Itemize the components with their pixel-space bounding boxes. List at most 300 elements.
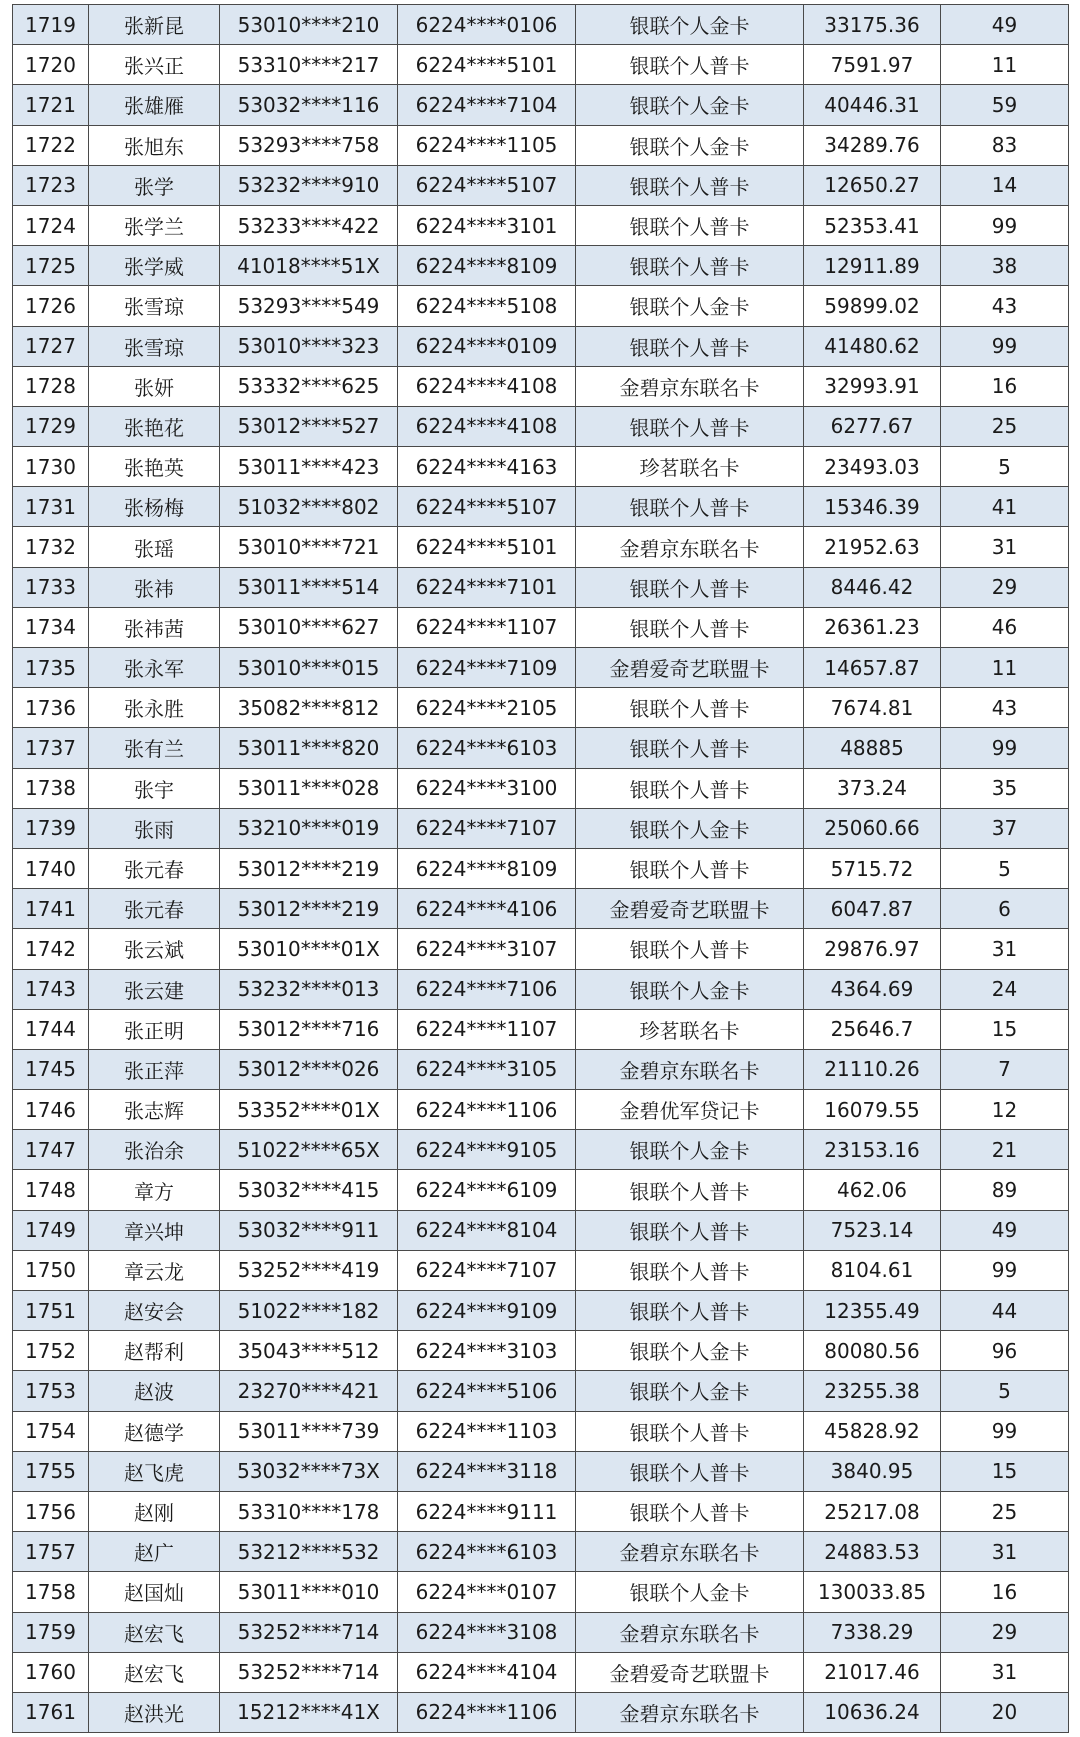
cell-card-type: 银联个人金卡 [576, 1130, 804, 1170]
cell-serial-number: 1748 [13, 1170, 89, 1210]
cell-serial-number: 1720 [13, 45, 89, 85]
table-row [13, 889, 1069, 929]
cell-card-number: 6224****4106 [398, 889, 576, 929]
cell-id-number: 53352****01X [220, 1090, 398, 1130]
cell-id-number: 53010****721 [220, 527, 398, 567]
table-row [13, 969, 1069, 1009]
cell-card-number: 6224****0109 [398, 326, 576, 366]
cell-card-number: 6224****8109 [398, 246, 576, 286]
cell-serial-number: 1752 [13, 1331, 89, 1371]
cell-amount: 24883.53 [804, 1532, 941, 1572]
cell-holder-name: 张永胜 [89, 688, 220, 728]
cell-id-number: 53010****015 [220, 648, 398, 688]
cell-count: 20 [941, 1692, 1069, 1732]
cell-card-number: 6224****4163 [398, 447, 576, 487]
cell-holder-name: 张志辉 [89, 1090, 220, 1130]
cell-serial-number: 1750 [13, 1250, 89, 1290]
cell-card-type: 金碧爱奇艺联盟卡 [576, 1652, 804, 1692]
cell-amount: 21110.26 [804, 1049, 941, 1089]
card-holder-table [12, 4, 1069, 1733]
table-row [13, 728, 1069, 768]
cell-holder-name: 章兴坤 [89, 1210, 220, 1250]
cell-id-number: 53252****419 [220, 1250, 398, 1290]
cell-amount: 52353.41 [804, 205, 941, 245]
cell-card-type: 银联个人金卡 [576, 125, 804, 165]
cell-id-number: 53011****423 [220, 447, 398, 487]
cell-card-number: 6224****6103 [398, 728, 576, 768]
cell-card-type: 银联个人普卡 [576, 929, 804, 969]
cell-card-number: 6224****4108 [398, 366, 576, 406]
cell-serial-number: 1756 [13, 1491, 89, 1531]
cell-serial-number: 1729 [13, 406, 89, 446]
cell-amount: 7591.97 [804, 45, 941, 85]
cell-card-type: 银联个人普卡 [576, 1451, 804, 1491]
cell-amount: 21017.46 [804, 1652, 941, 1692]
cell-card-number: 6224****5101 [398, 527, 576, 567]
table-row [13, 1692, 1069, 1732]
cell-serial-number: 1760 [13, 1652, 89, 1692]
table-row [13, 1451, 1069, 1491]
cell-card-type: 银联个人普卡 [576, 768, 804, 808]
cell-amount: 7674.81 [804, 688, 941, 728]
cell-card-number: 6224****3107 [398, 929, 576, 969]
cell-card-type: 银联个人普卡 [576, 165, 804, 205]
cell-serial-number: 1757 [13, 1532, 89, 1572]
cell-holder-name: 张祎茜 [89, 607, 220, 647]
cell-amount: 25646.7 [804, 1009, 941, 1049]
cell-holder-name: 张正萍 [89, 1049, 220, 1089]
cell-id-number: 35043****512 [220, 1331, 398, 1371]
table-row [13, 1049, 1069, 1089]
cell-card-number: 6224****8109 [398, 848, 576, 888]
cell-count: 49 [941, 5, 1069, 45]
cell-id-number: 53011****028 [220, 768, 398, 808]
cell-card-number: 6224****7106 [398, 969, 576, 1009]
cell-holder-name: 张艳花 [89, 406, 220, 446]
cell-card-type: 银联个人金卡 [576, 808, 804, 848]
cell-card-type: 银联个人普卡 [576, 1411, 804, 1451]
cell-holder-name: 张旭东 [89, 125, 220, 165]
cell-id-number: 53010****627 [220, 607, 398, 647]
cell-card-number: 6224****3100 [398, 768, 576, 808]
cell-card-type: 银联个人普卡 [576, 1170, 804, 1210]
cell-count: 41 [941, 487, 1069, 527]
cell-id-number: 51022****182 [220, 1291, 398, 1331]
cell-serial-number: 1726 [13, 286, 89, 326]
cell-serial-number: 1731 [13, 487, 89, 527]
table-row [13, 286, 1069, 326]
cell-holder-name: 张雪琼 [89, 286, 220, 326]
cell-card-type: 银联个人普卡 [576, 326, 804, 366]
cell-holder-name: 张祎 [89, 567, 220, 607]
cell-amount: 6277.67 [804, 406, 941, 446]
cell-card-type: 珍茗联名卡 [576, 1009, 804, 1049]
cell-id-number: 53310****217 [220, 45, 398, 85]
cell-amount: 80080.56 [804, 1331, 941, 1371]
cell-count: 49 [941, 1210, 1069, 1250]
cell-holder-name: 张云斌 [89, 929, 220, 969]
table-row [13, 527, 1069, 567]
cell-card-type: 金碧优军贷记卡 [576, 1090, 804, 1130]
cell-id-number: 53010****210 [220, 5, 398, 45]
card-holder-table-container [12, 4, 1068, 1733]
cell-id-number: 53310****178 [220, 1491, 398, 1531]
cell-holder-name: 赵国灿 [89, 1572, 220, 1612]
cell-amount: 45828.92 [804, 1411, 941, 1451]
cell-card-number: 6224****7107 [398, 808, 576, 848]
cell-card-type: 银联个人金卡 [576, 1331, 804, 1371]
cell-serial-number: 1759 [13, 1612, 89, 1652]
table-row [13, 768, 1069, 808]
cell-card-number: 6224****5108 [398, 286, 576, 326]
cell-count: 14 [941, 165, 1069, 205]
cell-card-type: 珍茗联名卡 [576, 447, 804, 487]
cell-card-type: 银联个人金卡 [576, 1572, 804, 1612]
cell-serial-number: 1733 [13, 567, 89, 607]
table-row [13, 1130, 1069, 1170]
cell-count: 99 [941, 1411, 1069, 1451]
cell-amount: 33175.36 [804, 5, 941, 45]
cell-id-number: 53011****514 [220, 567, 398, 607]
cell-amount: 12355.49 [804, 1291, 941, 1331]
cell-id-number: 15212****41X [220, 1692, 398, 1732]
table-row [13, 326, 1069, 366]
cell-id-number: 53212****532 [220, 1532, 398, 1572]
cell-amount: 8104.61 [804, 1250, 941, 1290]
table-row [13, 1210, 1069, 1250]
cell-count: 6 [941, 889, 1069, 929]
cell-serial-number: 1734 [13, 607, 89, 647]
cell-card-number: 6224****0107 [398, 1572, 576, 1612]
cell-id-number: 51032****802 [220, 487, 398, 527]
cell-serial-number: 1755 [13, 1451, 89, 1491]
cell-serial-number: 1743 [13, 969, 89, 1009]
cell-card-number: 6224****1106 [398, 1692, 576, 1732]
cell-id-number: 53332****625 [220, 366, 398, 406]
cell-count: 12 [941, 1090, 1069, 1130]
cell-count: 99 [941, 1250, 1069, 1290]
cell-amount: 12911.89 [804, 246, 941, 286]
cell-card-number: 6224****3118 [398, 1451, 576, 1491]
cell-card-number: 6224****3103 [398, 1331, 576, 1371]
cell-card-type: 金碧爱奇艺联盟卡 [576, 889, 804, 929]
cell-serial-number: 1754 [13, 1411, 89, 1451]
cell-serial-number: 1721 [13, 85, 89, 125]
cell-card-number: 6224****1107 [398, 607, 576, 647]
cell-count: 31 [941, 1652, 1069, 1692]
cell-amount: 21952.63 [804, 527, 941, 567]
cell-amount: 26361.23 [804, 607, 941, 647]
cell-holder-name: 赵德学 [89, 1411, 220, 1451]
cell-holder-name: 赵宏飞 [89, 1652, 220, 1692]
cell-amount: 3840.95 [804, 1451, 941, 1491]
cell-amount: 7523.14 [804, 1210, 941, 1250]
cell-holder-name: 张正明 [89, 1009, 220, 1049]
cell-holder-name: 张元春 [89, 848, 220, 888]
cell-holder-name: 张杨梅 [89, 487, 220, 527]
cell-count: 99 [941, 205, 1069, 245]
table-row [13, 1572, 1069, 1612]
cell-holder-name: 张艳英 [89, 447, 220, 487]
table-row [13, 1250, 1069, 1290]
cell-holder-name: 赵波 [89, 1371, 220, 1411]
cell-amount: 130033.85 [804, 1572, 941, 1612]
table-row [13, 1532, 1069, 1572]
cell-card-type: 金碧京东联名卡 [576, 1692, 804, 1732]
cell-card-number: 6224****1103 [398, 1411, 576, 1451]
cell-card-type: 银联个人普卡 [576, 1250, 804, 1290]
table-row [13, 205, 1069, 245]
cell-holder-name: 张妍 [89, 366, 220, 406]
cell-id-number: 53232****910 [220, 165, 398, 205]
cell-count: 21 [941, 1130, 1069, 1170]
cell-id-number: 53252****714 [220, 1612, 398, 1652]
cell-holder-name: 张治余 [89, 1130, 220, 1170]
cell-amount: 41480.62 [804, 326, 941, 366]
table-row [13, 648, 1069, 688]
cell-card-number: 6224****0106 [398, 5, 576, 45]
cell-holder-name: 张学 [89, 165, 220, 205]
cell-card-number: 6224****7101 [398, 567, 576, 607]
cell-id-number: 53032****415 [220, 1170, 398, 1210]
cell-card-type: 银联个人普卡 [576, 487, 804, 527]
cell-card-number: 6224****3105 [398, 1049, 576, 1089]
cell-card-number: 6224****5106 [398, 1371, 576, 1411]
cell-card-number: 6224****1107 [398, 1009, 576, 1049]
cell-holder-name: 章云龙 [89, 1250, 220, 1290]
table-row [13, 487, 1069, 527]
cell-card-number: 6224****1106 [398, 1090, 576, 1130]
cell-count: 11 [941, 648, 1069, 688]
cell-card-type: 金碧京东联名卡 [576, 527, 804, 567]
cell-amount: 14657.87 [804, 648, 941, 688]
cell-serial-number: 1724 [13, 205, 89, 245]
cell-count: 99 [941, 326, 1069, 366]
cell-amount: 12650.27 [804, 165, 941, 205]
cell-id-number: 53233****422 [220, 205, 398, 245]
table-row [13, 1090, 1069, 1130]
cell-id-number: 23270****421 [220, 1371, 398, 1411]
cell-card-type: 银联个人金卡 [576, 969, 804, 1009]
cell-id-number: 41018****51X [220, 246, 398, 286]
cell-card-type: 银联个人普卡 [576, 607, 804, 647]
cell-card-type: 金碧京东联名卡 [576, 366, 804, 406]
cell-serial-number: 1753 [13, 1371, 89, 1411]
cell-card-number: 6224****9111 [398, 1491, 576, 1531]
cell-count: 5 [941, 1371, 1069, 1411]
cell-amount: 59899.02 [804, 286, 941, 326]
cell-card-type: 银联个人普卡 [576, 688, 804, 728]
cell-count: 31 [941, 929, 1069, 969]
cell-card-number: 6224****5101 [398, 45, 576, 85]
cell-count: 25 [941, 1491, 1069, 1531]
cell-count: 29 [941, 1612, 1069, 1652]
table-row [13, 366, 1069, 406]
cell-holder-name: 张瑶 [89, 527, 220, 567]
cell-card-type: 银联个人普卡 [576, 728, 804, 768]
cell-id-number: 53032****116 [220, 85, 398, 125]
cell-id-number: 53012****527 [220, 406, 398, 446]
cell-serial-number: 1761 [13, 1692, 89, 1732]
table-row [13, 165, 1069, 205]
cell-id-number: 53252****714 [220, 1652, 398, 1692]
cell-holder-name: 赵洪光 [89, 1692, 220, 1732]
table-row [13, 1170, 1069, 1210]
cell-card-number: 6224****7107 [398, 1250, 576, 1290]
cell-amount: 34289.76 [804, 125, 941, 165]
table-row [13, 45, 1069, 85]
cell-serial-number: 1728 [13, 366, 89, 406]
cell-amount: 48885 [804, 728, 941, 768]
cell-id-number: 53011****820 [220, 728, 398, 768]
cell-amount: 32993.91 [804, 366, 941, 406]
cell-serial-number: 1725 [13, 246, 89, 286]
table-row [13, 1491, 1069, 1531]
cell-count: 15 [941, 1451, 1069, 1491]
cell-card-type: 银联个人普卡 [576, 246, 804, 286]
cell-count: 11 [941, 45, 1069, 85]
cell-serial-number: 1735 [13, 648, 89, 688]
cell-holder-name: 张云建 [89, 969, 220, 1009]
cell-card-number: 6224****1105 [398, 125, 576, 165]
cell-count: 31 [941, 527, 1069, 567]
cell-id-number: 53010****01X [220, 929, 398, 969]
cell-amount: 29876.97 [804, 929, 941, 969]
cell-id-number: 53011****739 [220, 1411, 398, 1451]
cell-card-number: 6224****2105 [398, 688, 576, 728]
table-row [13, 1291, 1069, 1331]
cell-holder-name: 张雨 [89, 808, 220, 848]
cell-serial-number: 1739 [13, 808, 89, 848]
table-row [13, 1371, 1069, 1411]
cell-card-number: 6224****5107 [398, 165, 576, 205]
cell-amount: 15346.39 [804, 487, 941, 527]
cell-serial-number: 1745 [13, 1049, 89, 1089]
cell-serial-number: 1730 [13, 447, 89, 487]
cell-holder-name: 张学兰 [89, 205, 220, 245]
cell-holder-name: 张雄雁 [89, 85, 220, 125]
cell-holder-name: 张有兰 [89, 728, 220, 768]
cell-holder-name: 张元春 [89, 889, 220, 929]
cell-holder-name: 赵广 [89, 1532, 220, 1572]
cell-id-number: 51022****65X [220, 1130, 398, 1170]
cell-card-number: 6224****7109 [398, 648, 576, 688]
cell-count: 83 [941, 125, 1069, 165]
cell-amount: 16079.55 [804, 1090, 941, 1130]
cell-card-type: 金碧京东联名卡 [576, 1612, 804, 1652]
cell-serial-number: 1742 [13, 929, 89, 969]
cell-holder-name: 赵帮利 [89, 1331, 220, 1371]
cell-id-number: 53210****019 [220, 808, 398, 848]
cell-amount: 373.24 [804, 768, 941, 808]
table-row [13, 929, 1069, 969]
cell-card-type: 银联个人普卡 [576, 406, 804, 446]
cell-serial-number: 1751 [13, 1291, 89, 1331]
cell-serial-number: 1723 [13, 165, 89, 205]
cell-count: 59 [941, 85, 1069, 125]
cell-holder-name: 赵宏飞 [89, 1612, 220, 1652]
cell-id-number: 53010****323 [220, 326, 398, 366]
cell-serial-number: 1727 [13, 326, 89, 366]
cell-count: 16 [941, 366, 1069, 406]
table-row [13, 447, 1069, 487]
cell-count: 24 [941, 969, 1069, 1009]
cell-count: 15 [941, 1009, 1069, 1049]
cell-serial-number: 1741 [13, 889, 89, 929]
table-row [13, 85, 1069, 125]
cell-card-number: 6224****6103 [398, 1532, 576, 1572]
table-row [13, 1652, 1069, 1692]
cell-count: 96 [941, 1331, 1069, 1371]
cell-card-type: 银联个人普卡 [576, 567, 804, 607]
cell-holder-name: 赵刚 [89, 1491, 220, 1531]
cell-holder-name: 张宇 [89, 768, 220, 808]
cell-amount: 5715.72 [804, 848, 941, 888]
cell-card-number: 6224****4104 [398, 1652, 576, 1692]
cell-amount: 40446.31 [804, 85, 941, 125]
cell-count: 37 [941, 808, 1069, 848]
cell-amount: 10636.24 [804, 1692, 941, 1732]
cell-serial-number: 1738 [13, 768, 89, 808]
table-row [13, 808, 1069, 848]
cell-count: 31 [941, 1532, 1069, 1572]
cell-serial-number: 1744 [13, 1009, 89, 1049]
table-row [13, 607, 1069, 647]
cell-card-number: 6224****9109 [398, 1291, 576, 1331]
cell-card-number: 6224****6109 [398, 1170, 576, 1210]
table-row [13, 5, 1069, 45]
table-row [13, 1009, 1069, 1049]
cell-amount: 25217.08 [804, 1491, 941, 1531]
cell-id-number: 53012****716 [220, 1009, 398, 1049]
table-body [13, 5, 1069, 1733]
cell-serial-number: 1737 [13, 728, 89, 768]
cell-count: 5 [941, 848, 1069, 888]
cell-card-type: 银联个人金卡 [576, 1371, 804, 1411]
cell-card-type: 银联个人金卡 [576, 85, 804, 125]
cell-card-type: 银联个人普卡 [576, 848, 804, 888]
cell-id-number: 53293****549 [220, 286, 398, 326]
cell-amount: 23255.38 [804, 1371, 941, 1411]
cell-amount: 4364.69 [804, 969, 941, 1009]
cell-id-number: 53032****73X [220, 1451, 398, 1491]
cell-amount: 23493.03 [804, 447, 941, 487]
cell-serial-number: 1719 [13, 5, 89, 45]
cell-card-type: 银联个人普卡 [576, 1491, 804, 1531]
cell-count: 5 [941, 447, 1069, 487]
cell-card-type: 银联个人普卡 [576, 45, 804, 85]
cell-count: 44 [941, 1291, 1069, 1331]
table-row [13, 125, 1069, 165]
cell-count: 29 [941, 567, 1069, 607]
cell-card-number: 6224****9105 [398, 1130, 576, 1170]
cell-count: 7 [941, 1049, 1069, 1089]
cell-amount: 6047.87 [804, 889, 941, 929]
cell-id-number: 53032****911 [220, 1210, 398, 1250]
cell-count: 99 [941, 728, 1069, 768]
cell-serial-number: 1736 [13, 688, 89, 728]
cell-id-number: 53012****026 [220, 1049, 398, 1089]
cell-holder-name: 张雪琼 [89, 326, 220, 366]
cell-serial-number: 1758 [13, 1572, 89, 1612]
cell-card-type: 银联个人普卡 [576, 205, 804, 245]
table-row [13, 1331, 1069, 1371]
cell-serial-number: 1740 [13, 848, 89, 888]
cell-holder-name: 张永军 [89, 648, 220, 688]
cell-card-number: 6224****3101 [398, 205, 576, 245]
table-row [13, 688, 1069, 728]
cell-holder-name: 张兴正 [89, 45, 220, 85]
